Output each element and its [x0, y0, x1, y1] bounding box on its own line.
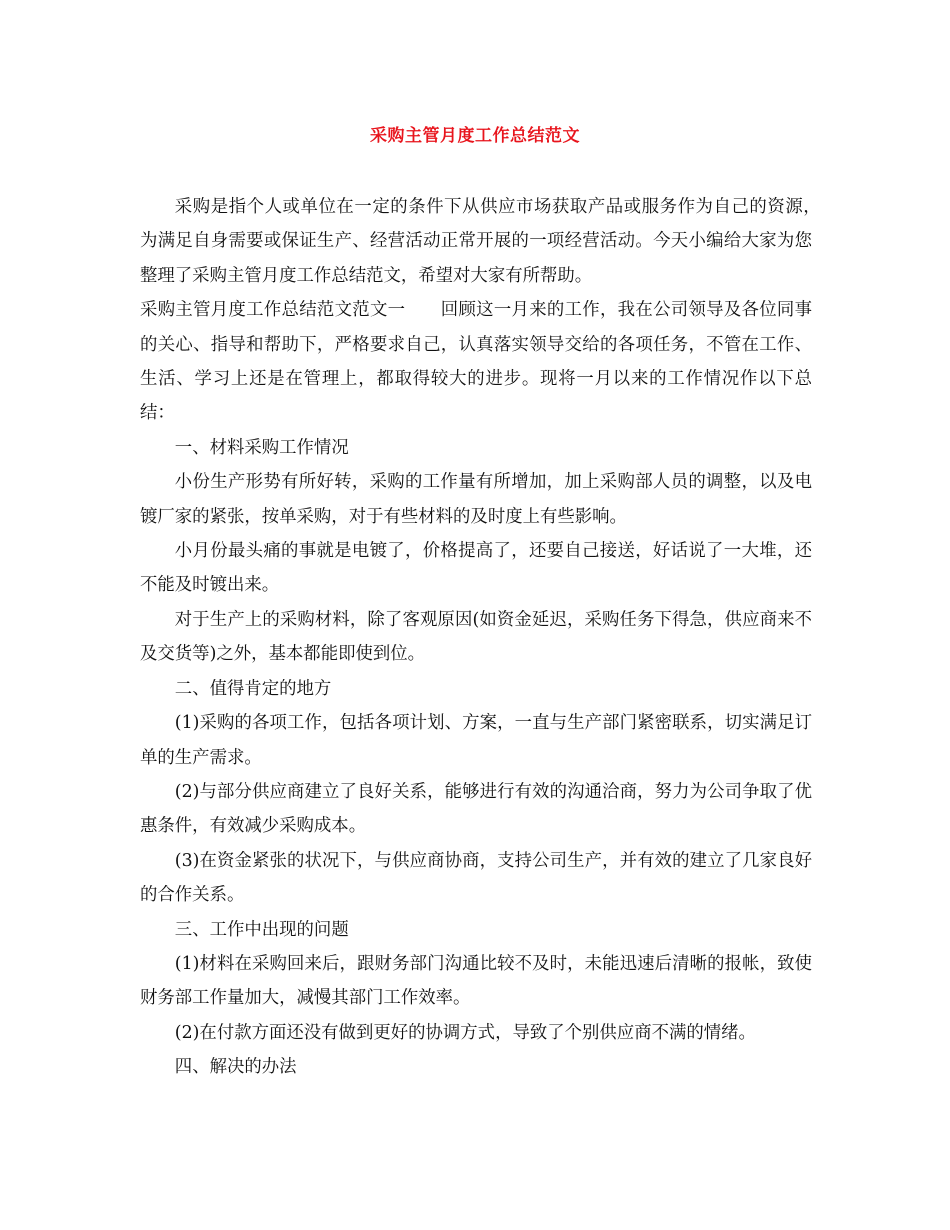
section-heading-achievements: 二、值得肯定的地方: [174, 678, 332, 699]
paragraph-material-arrival: 对于生产上的采购材料，除了客观原因(如资金延迟，采购任务下得急，供应商来不及交货等)之外，基本都能即使到位。: [140, 609, 812, 665]
section-heading-material-purchasing: 一、材料采购工作情况: [174, 437, 349, 458]
sample-one-paragraph: 采购主管月度工作总结范文范文一 回顾这一月来的工作，我在公司领导及各位同事的关心、指导和帮助下，严格要求自己，认真落实领导交给的各项任务，不管在工作、生活、学习上还是在管理上，都取得较大的进步。现将一月以来的工作情况作以下总结：: [140, 300, 812, 424]
section-heading-solutions: 四、解决的办法: [174, 1057, 297, 1078]
achievement-item-2: (2)与部分供应商建立了良好关系，能够进行有效的沟通洽商，努力为公司争取了优惠条件，有效减少采购成本。: [140, 781, 812, 837]
problem-item-2: (2)在付款方面还没有做到更好的协调方式，导致了个别供应商不满的情绪。: [174, 1022, 756, 1043]
problem-item-1: (1)材料在采购回来后，跟财务部门沟通比较不及时，未能迅速后清晰的报帐，致使财务部工作量加大，减慢其部门工作效率。: [140, 953, 812, 1009]
document-title: 采购主管月度工作总结范文: [370, 126, 580, 146]
document-body: [140, 190, 830, 1085]
paragraph-production-situation: 小份生产形势有所好转，采购的工作量有所增加，加上采购部人员的调整，以及电镀厂家的紧张，按单采购，对于有些材料的及时度上有些影响。: [140, 472, 812, 527]
achievement-item-1: (1)采购的各项工作，包括各项计划、方案，一直与生产部门紧密联系，切实满足订单的生产需求。: [140, 713, 812, 768]
paragraph-electroplating: 小月份最头痛的事就是电镀了，价格提高了，还要自己接送，好话说了一大堆，还不能及时镀出来。: [140, 541, 812, 596]
achievement-item-3: (3)在资金紧张的状况下，与供应商协商，支持公司生产，并有效的建立了几家良好的合作关系。: [140, 850, 812, 906]
section-heading-problems: 三、工作中出现的问题: [174, 919, 349, 940]
intro-paragraph: 采购是指个人或单位在一定的条件下从供应市场获取产品或服务作为自己的资源， 为满足自身需要或保证生产、经营活动正常开展的一项经营活动。今天小编给大家为您整理了采购主管月度工作总结范文，希望对大家有所帮助。: [140, 197, 830, 286]
